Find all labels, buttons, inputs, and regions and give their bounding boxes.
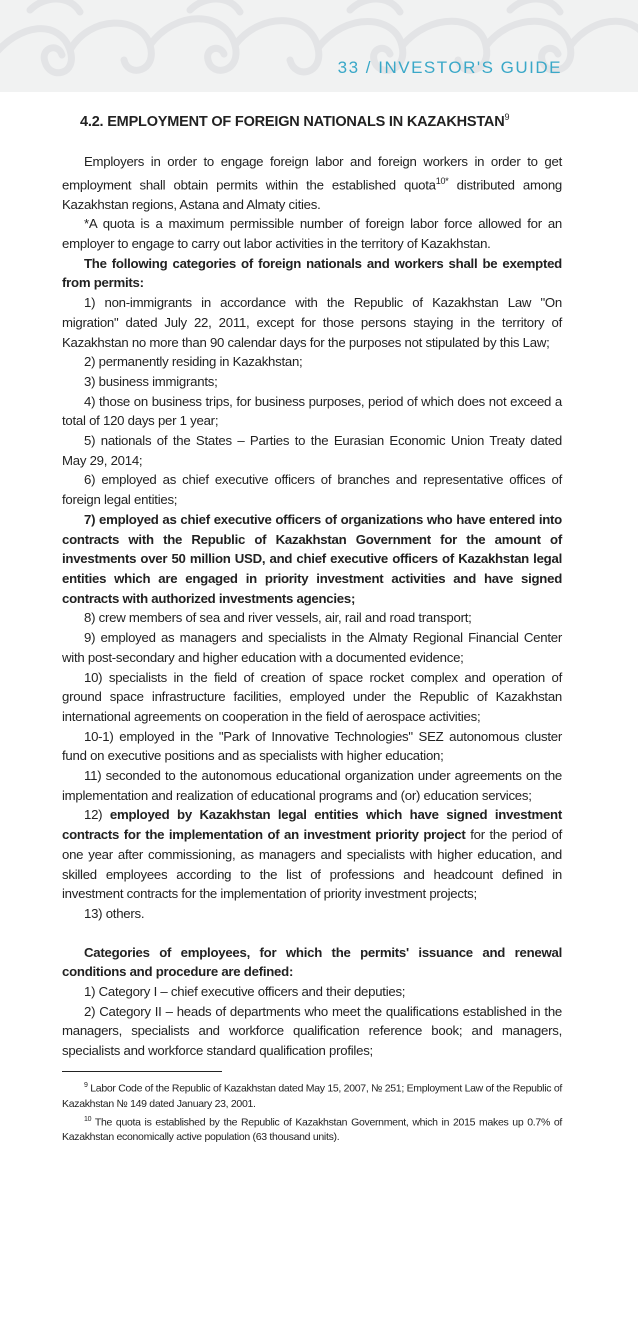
- section-title: [80, 112, 562, 130]
- list-item: 5) nationals of the States – Parties to the Eurasian Economic Union Treaty dated May 29, 2014;: [62, 433, 562, 468]
- spacer: [62, 924, 562, 943]
- list-item: 3) business immigrants;: [84, 373, 218, 389]
- footnote-ref: 9: [84, 1082, 88, 1090]
- list-item: 2) permanently residing in Kazakhstan;: [84, 354, 303, 370]
- category-item: 1) Category I – chief executive officers and their deputies;: [84, 984, 406, 1000]
- list-item: 10-1) employed in the "Park of Innovative Technologies" SEZ autonomous cluster fund on executive positions and as specialists with higher education;: [62, 728, 562, 764]
- footnote-ref: 9: [504, 112, 510, 122]
- footnote-10: [62, 1112, 562, 1146]
- list-item: 6) employed as chief executive officers of branches and representative offices of foreign legal entities;: [62, 472, 562, 508]
- list-item: 13) others.: [84, 905, 145, 921]
- list-item: 4) those on business trips, for business purposes, period of which does not exceed a total of 120 days per 1 year;: [62, 393, 562, 429]
- footnote-text: Labor Code of the Republic of Kazakhstan dated May 15, 2007, № 251; Employment Law of the Republic of Kazakhstan № 149 dated January 23, 2001.: [62, 1082, 562, 1110]
- list-item: 8) crew members of sea and river vessels, air, rail and road transport;: [84, 610, 472, 626]
- list-item: 10) specialists in the field of creation of space rocket complex and operation of ground space infrastructure facilities, employed under the Republic of Kazakhstan international agreements on cooperation in the field of aerospace activities;: [62, 669, 562, 724]
- document-body: [62, 112, 562, 1145]
- list-item-bold: 7) employed as chief executive officers of organizations who have entered into contracts with the Republic of Kazakhstan Government for the amount of investments over 50 million USD, and chief executive officers of Kazakhstan legal entities which are engaged in priority investment activities and have signed contracts with authorized investments agencies;: [62, 511, 562, 606]
- footnote-9: [62, 1078, 562, 1112]
- list-item: [62, 805, 562, 904]
- footnote-divider: [62, 1071, 222, 1073]
- item-number: 12): [84, 807, 110, 823]
- ornament-pattern: [0, 0, 638, 92]
- category-item: 2) Category II – heads of departments who meet the qualifications established in the managers, specialists and workforce qualification reference book; and managers, specialists and workforce standard qualification profiles;: [62, 1003, 562, 1059]
- list-item: 1) non-immigrants in accordance with the Republic of Kazakhstan Law "On migration" dated July 22, 2011, except for those persons staying in the territory of Kazakhstan no more than 90 calendar days for the purposes not stipulated by this Law;: [62, 295, 562, 350]
- page-header-label: 33 / INVESTOR'S GUIDE: [337, 58, 562, 77]
- exempt-heading: The following categories of foreign nationals and workers shall be exempted from permits:: [62, 255, 562, 291]
- footnote-ref: 10: [84, 1115, 92, 1123]
- footnote-ref: 10*: [435, 175, 449, 186]
- item-tail-text: for the period of one year after commissioning, as managers and specialists with higher education, and skilled employees according to the list of professions and headcount defined in investment contracts for the implementation of priority investment projects;: [62, 827, 562, 902]
- item-bold-text: employed by Kazakhstan legal entities which have signed investment contracts for the implementation of an investment priority project: [62, 807, 562, 843]
- footnote-text: The quota is established by the Republic of Kazakhstan Government, which in 2015 makes up 0.7% of Kazakhstan economically active population (63 thousand units).: [62, 1116, 562, 1144]
- intro-paragraph: [62, 152, 562, 215]
- ornamental-header-banner: [0, 0, 638, 92]
- section-title-text: 4.2. EMPLOYMENT OF FOREIGN NATIONALS IN KAZAKHSTAN: [80, 113, 505, 130]
- quota-definition: *A quota is a maximum permissible number of foreign labor force allowed for an employer to engage to carry out labor activities in the territory of Kazakhstan.: [62, 216, 562, 252]
- list-item: 9) employed as managers and specialists in the Almaty Regional Financial Center with post-secondary and higher education with a documented evidence;: [62, 630, 562, 665]
- intro-text-tail: distributed among Kazakhstan regions, Astana and Almaty cities.: [62, 176, 562, 212]
- list-item: 11) seconded to the autonomous educational organization under agreements on the implementation and realization of educational programs and (or) education services;: [62, 768, 562, 803]
- intro-text: Employers in order to engage foreign labor and foreign workers in order to get employment shall obtain permits within the established quota: [62, 153, 562, 192]
- categories-heading: Categories of employees, for which the permits' issuance and renewal conditions and procedure are defined:: [62, 944, 562, 980]
